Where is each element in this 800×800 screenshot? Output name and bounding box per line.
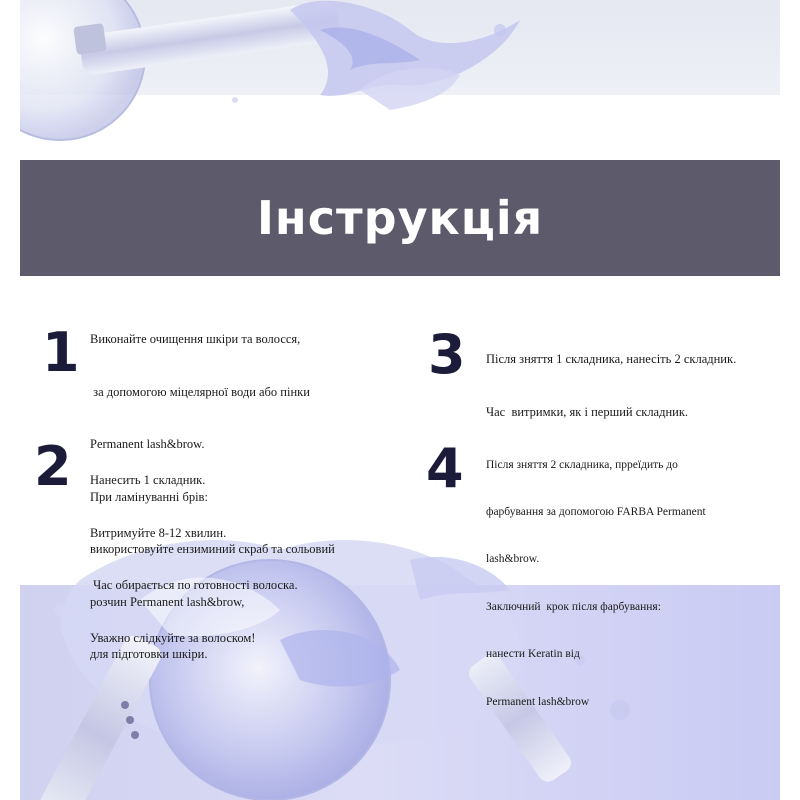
step-line: Виконайте очищення шкіри та волосся, xyxy=(90,332,301,346)
step-line: Заключний крок після фарбування: xyxy=(486,600,661,613)
step-line: Permanent lash&brow xyxy=(486,695,590,708)
step-line: нанести Keratin від xyxy=(486,648,580,661)
step-line: При ламінуванні брів: xyxy=(90,489,208,504)
step-text xyxy=(90,437,298,682)
step-line: розчин Permanent lash&brow, xyxy=(90,594,245,609)
step-number: 1 xyxy=(42,321,80,384)
step-number: 2 xyxy=(34,435,72,498)
step-line: Після зняття 2 складника, прреїдить до xyxy=(486,458,678,471)
step-number: 3 xyxy=(428,323,466,386)
step-line: Витримуйте 8-12 хвилин. xyxy=(90,525,227,540)
splash-illustration-top xyxy=(20,0,780,160)
step-line: за допомогою міцелярної води або пінки xyxy=(90,384,310,399)
step-line: використовуйте ензиминий скраб та сольовий xyxy=(90,542,335,556)
step-line: lash&brow. xyxy=(486,553,540,566)
step-number: 4 xyxy=(426,437,464,500)
step-line: Уважно слідкуйте за волоском! xyxy=(90,630,256,645)
step-line: Після зняття 1 складника, нанесіть 2 складник. xyxy=(486,352,737,366)
top-decorative-image xyxy=(20,0,780,160)
step-line: для підготовки шкіри. xyxy=(90,647,208,661)
step-line: фарбування за допомогою FARBA Permanent xyxy=(486,505,706,518)
step-line: Нанесить 1 складник. xyxy=(90,473,206,487)
step-line: Permanent lash&brow. xyxy=(90,437,205,451)
step-text xyxy=(486,426,706,742)
page-title: Інструкція xyxy=(256,191,544,245)
step-line: Час витримки, як і перший складник. xyxy=(486,404,689,419)
step-line: Час обирається по готовності волоска. xyxy=(90,578,298,592)
title-banner xyxy=(20,160,780,276)
